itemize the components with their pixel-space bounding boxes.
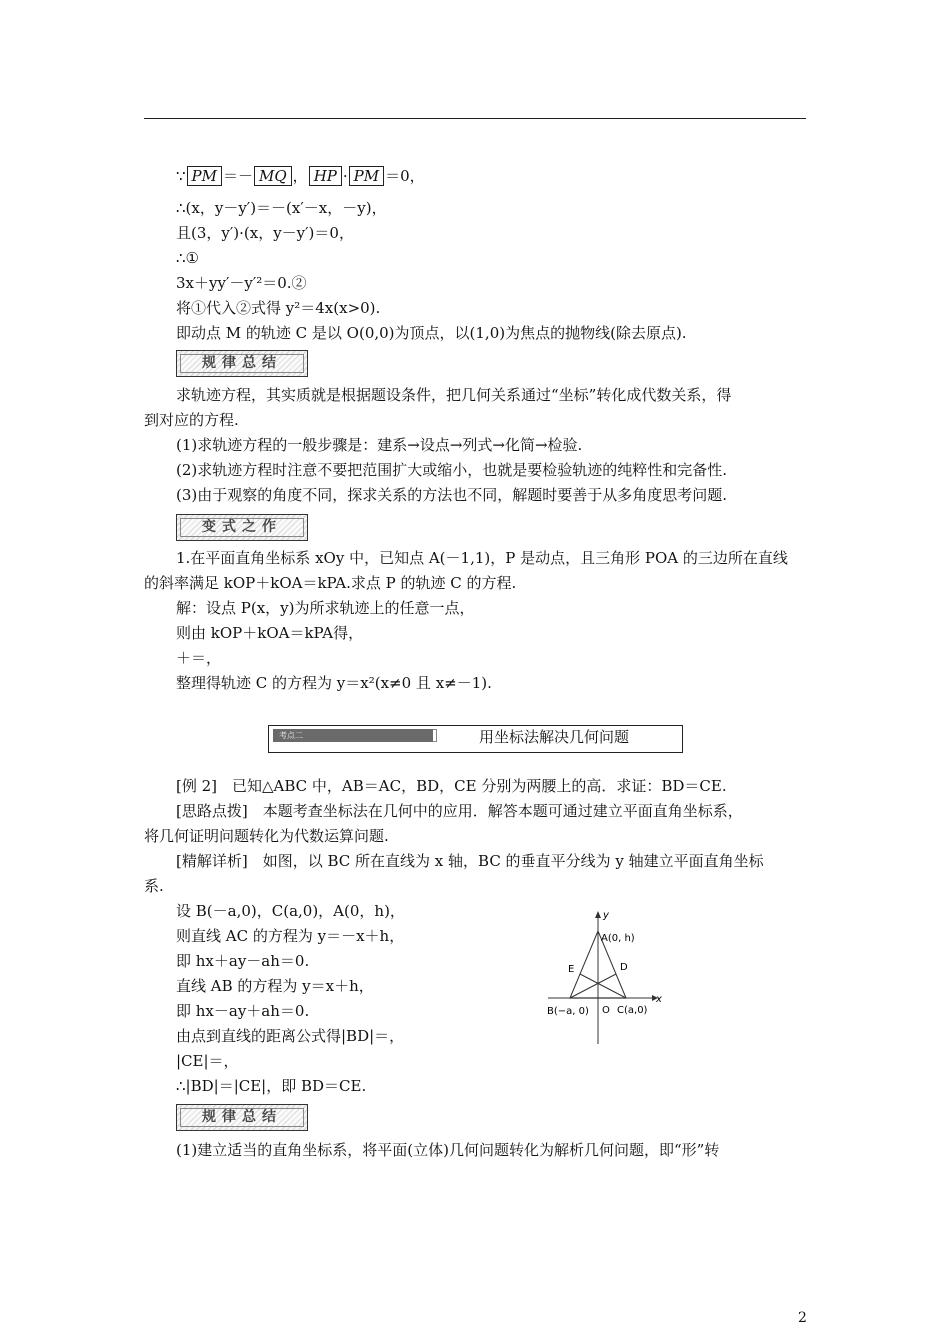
y-axis-arrow-icon xyxy=(595,911,601,918)
text-line: 到对应的方程. xyxy=(144,411,239,429)
text-line: 且(3，y′)·(x，y－y′)＝0， xyxy=(176,224,354,242)
vector-hp-box: HP xyxy=(309,166,342,186)
vector-condition-line xyxy=(176,166,425,186)
text-line: ∴|BD|＝|CE|，即 BD＝CE. xyxy=(176,1077,367,1095)
text-line: 3x＋yy′－y′²＝0.② xyxy=(176,274,307,292)
y-axis-label: y xyxy=(603,910,609,921)
equals-zero: ＝0， xyxy=(385,167,425,185)
altitude-ce xyxy=(580,974,626,998)
text-line: 即 hx＋ay－ah＝0. xyxy=(176,952,310,970)
text-line: 将几何证明问题转化为代数运算问题. xyxy=(144,827,389,845)
comma: ， xyxy=(292,167,308,185)
text-line: 则直线 AC 的方程为 y＝－x＋h， xyxy=(176,927,405,945)
equals-minus: ＝－ xyxy=(223,167,254,185)
text-line: 即 hx－ay＋ah＝0. xyxy=(176,1002,310,1020)
text-line: 解：设点 P(x，y)为所求轨迹上的任意一点， xyxy=(176,599,475,617)
label-b: B(−a, 0) xyxy=(547,1006,589,1017)
altitude-bd xyxy=(570,974,616,998)
dot-product: · xyxy=(342,167,348,185)
text-line: ＋＝， xyxy=(176,649,222,667)
text-line: 将①代入②式得 y²＝4x(x>0). xyxy=(176,299,381,317)
text-line: 1.在平面直角坐标系 xOy 中，已知点 A(－1,1)，P 是动点，且三角形 POA 的三边所在直线 xyxy=(176,549,788,567)
summary-banner-2 xyxy=(176,1104,308,1131)
label-o: O xyxy=(602,1005,610,1016)
text-line: [精解详析] 如图，以 BC 所在直线为 x 轴，BC 的垂直平分线为 y 轴建立平面直角坐标 xyxy=(176,852,764,870)
text-line: ∴① xyxy=(176,249,199,267)
summary-banner-2-label: 规律总结 xyxy=(180,1108,304,1127)
section-tag: 考点二 xyxy=(273,729,433,742)
section-title: 用坐标法解决几何问题 xyxy=(479,728,630,746)
x-axis-label: x xyxy=(656,994,662,1005)
vector-mq-box: MQ xyxy=(254,166,292,186)
text-line: (3)由于观察的角度不同，探求关系的方法也不同，解题时要善于从多角度思考问题. xyxy=(176,486,728,504)
text-line: [思路点拨] 本题考查坐标法在几何中的应用．解答本题可通过建立平面直角坐标系， xyxy=(176,802,743,820)
label-c: C(a,0) xyxy=(617,1005,648,1016)
variant-banner-label: 变式之作 xyxy=(180,518,304,537)
label-e: E xyxy=(568,964,575,975)
because-symbol: ∵ xyxy=(176,167,186,185)
text-line: (1)求轨迹方程的一般步骤是：建系→设点→列式→化简→检验. xyxy=(176,436,583,454)
summary-banner xyxy=(176,350,308,377)
text-line: |CE|＝， xyxy=(176,1052,239,1070)
text-line: (2)求轨迹方程时注意不要把范围扩大或缩小，也就是要检验轨迹的纯粹性和完备性. xyxy=(176,461,728,479)
text-line: [例 2] 已知△ABC 中，AB＝AC，BD，CE 分别为两腰上的高．求证：BD＝CE. xyxy=(176,777,727,795)
text-line: (1)建立适当的直角坐标系，将平面(立体)几何问题转化为解析几何问题，即“形”转 xyxy=(176,1141,720,1159)
vector-pm-box-2: PM xyxy=(349,166,384,186)
text-line: 即动点 M 的轨迹 C 是以 O(0,0)为顶点，以(1,0)为焦点的抛物线(除去原点). xyxy=(176,324,687,342)
header-rule xyxy=(144,118,806,119)
text-line: 则由 kOP＋kOA＝kPA得， xyxy=(176,624,364,642)
summary-banner-label: 规律总结 xyxy=(180,354,304,373)
label-a: A(0, h) xyxy=(601,933,635,944)
text-line: 直线 AB 的方程为 y＝x＋h， xyxy=(176,977,374,995)
text-line: ∴(x，y－y′)＝－(x′－x，－y)， xyxy=(176,199,387,217)
variant-banner xyxy=(176,514,308,541)
text-line: 求轨迹方程，其实质就是根据题设条件，把几何关系通过“坐标”转化成代数关系，得 xyxy=(176,386,732,404)
text-line: 设 B(－a,0)，C(a,0)，A(0，h)， xyxy=(176,902,405,920)
vector-pm-box: PM xyxy=(187,166,222,186)
text-line: 系. xyxy=(144,877,164,895)
label-d: D xyxy=(620,962,628,973)
page-number: 2 xyxy=(798,1310,807,1326)
text-line: 整理得轨迹 C 的方程为 y＝x²(x≠0 且 x≠－1). xyxy=(176,674,492,692)
triangle-figure xyxy=(544,906,666,1048)
section-tag-tail xyxy=(433,729,437,742)
section-header xyxy=(268,725,683,753)
text-line: 的斜率满足 kOP＋kOA＝kPA.求点 P 的轨迹 C 的方程. xyxy=(144,574,517,592)
text-line: 由点到直线的距离公式得|BD|＝， xyxy=(176,1027,405,1045)
